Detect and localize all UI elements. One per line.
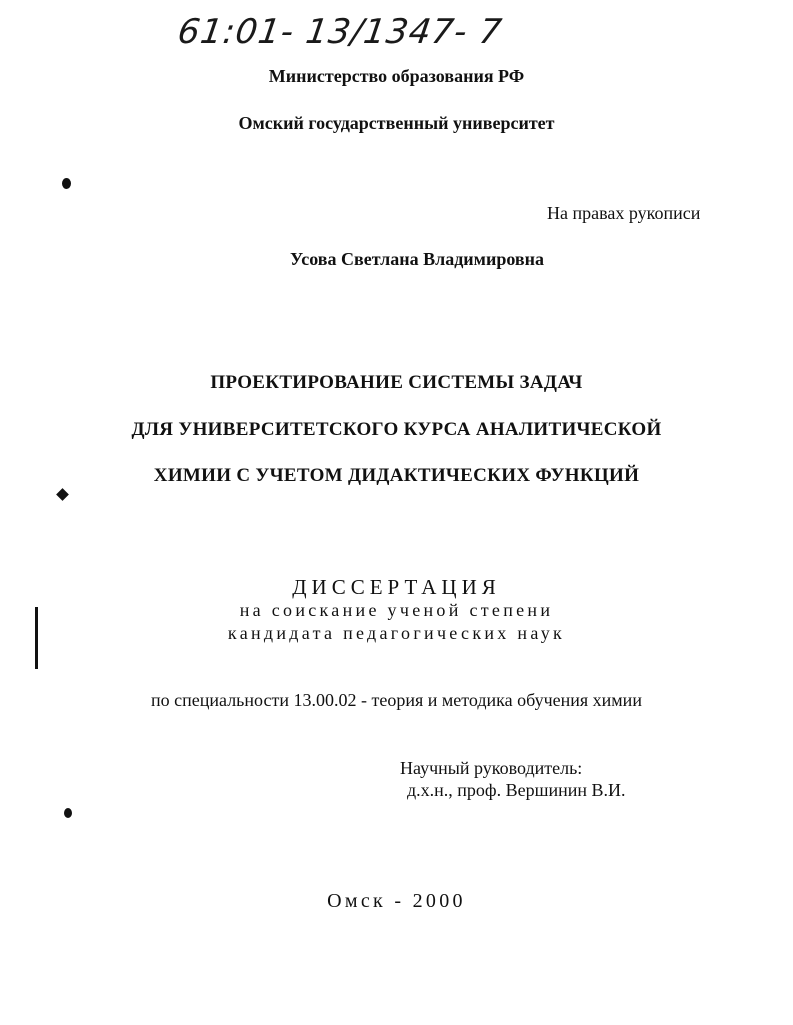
archive-stamp: 61:01- 13/1347- 7 <box>175 12 505 52</box>
doc-type: ДИССЕРТАЦИЯ <box>292 575 501 599</box>
scan-mark-dot <box>62 178 71 189</box>
advisor-name: д.х.н., проф. Вершинин В.И. <box>407 780 626 800</box>
advisor-label: Научный руководитель: <box>400 758 583 778</box>
ministry-line: Министерство образования РФ <box>268 66 525 86</box>
specialty-line: по специальности 13.00.02 - теория и методика обучения химии <box>151 690 642 710</box>
title-line-3: ХИМИИ С УЧЕТОМ ДИДАКТИЧЕСКИХ ФУНКЦИЙ <box>153 465 640 486</box>
degree-line-2: кандидата педагогических наук <box>227 623 566 643</box>
scan-mark-diamond <box>56 488 69 501</box>
degree-line-1: на соискание ученой степени <box>239 600 554 620</box>
title-line-1: ПРОЕКТИРОВАНИЕ СИСТЕМЫ ЗАДАЧ <box>210 372 583 393</box>
scan-mark-dot-2 <box>64 808 72 818</box>
author-name: Усова Светлана Владимировна <box>290 249 544 269</box>
manuscript-note: На правах рукописи <box>547 203 701 223</box>
university-line: Омский государственный университет <box>238 113 555 133</box>
title-line-2: ДЛЯ УНИВЕРСИТЕТСКОГО КУРСА АНАЛИТИЧЕСКОЙ <box>131 419 662 440</box>
city-year: Омск - 2000 <box>327 890 466 912</box>
